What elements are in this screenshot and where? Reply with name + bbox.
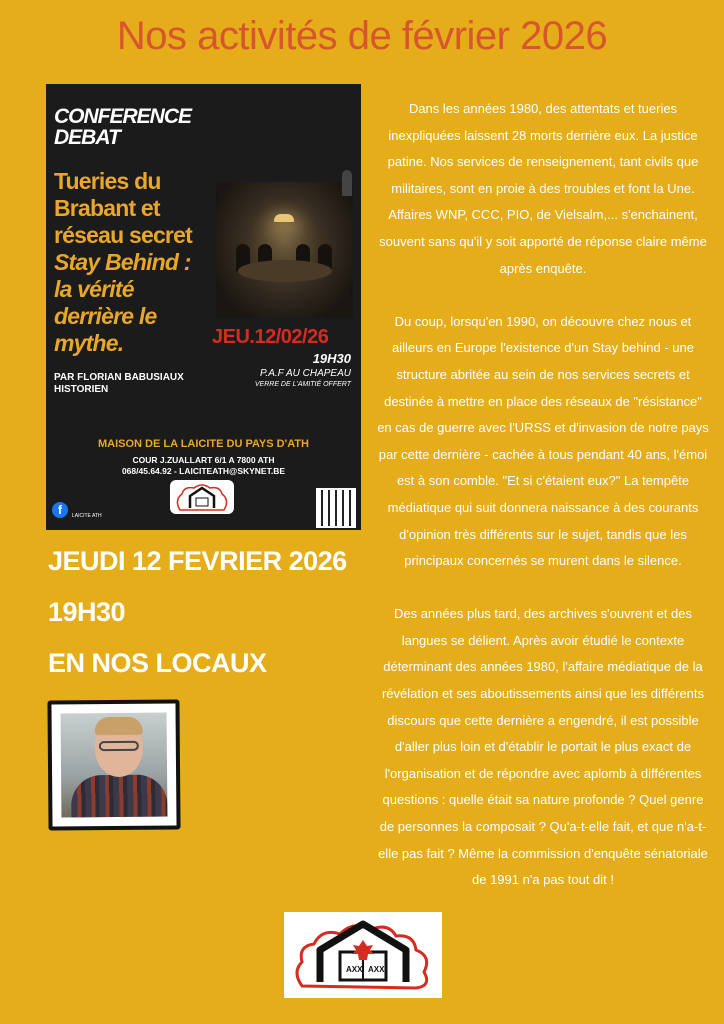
poster-verre: VERRE DE L'AMITIÉ OFFERT: [254, 381, 351, 388]
poster-address: COUR J.ZUALLART 6/1 A 7800 ATH 068/45.64.92 - LAICITEATH@SKYNET.BE: [121, 455, 286, 476]
poster-speaker: PAR FLORIAN BABUSIAUX HISTORIEN: [54, 372, 184, 395]
poster-date: JEU.12/02/26: [212, 326, 329, 348]
facebook-icon: f: [52, 502, 68, 518]
event-poster: [46, 84, 361, 530]
description-text: [376, 96, 710, 920]
poster-paf: P.A.F AU CHAPEAU: [260, 368, 351, 379]
organization-logo: [284, 912, 442, 998]
event-date: JEUDI 12 FEVRIER 2026: [48, 546, 347, 576]
poster-venue: MAISON DE LA LAICITE DU PAYS D'ATH: [97, 438, 309, 450]
poster-conference-label: CONFERENCE DEBAT: [54, 105, 192, 149]
poster-time: 19H30: [312, 351, 351, 366]
poster-logo: [170, 480, 234, 514]
svg-text:AXX: AXX: [368, 965, 385, 974]
poster-headline: Tueries du Brabant et réseau secret Stay Behind : la vérité derrière le mythe.: [54, 168, 192, 356]
svg-text:AXX: AXX: [346, 965, 363, 974]
facebook-label: LAICITE ATH: [72, 513, 102, 519]
qr-code-icon: [316, 488, 356, 528]
page-title: Nos activités de février 2026: [116, 14, 608, 58]
paragraph-3: Des années plus tard, des archives s'ouvrent et des langues se délient. Après avoir étudié le contexte déterminant des années 1980, l'affaire médiatique de la révélation et ses aboutissements ainsi que les différents discours que cette dernière a engendré, il est possible d'aller plus loin et d'établir le portait le plus exact de l'organisation et de répondre avec aplomb à différentes questions : quelle était sa nature profonde ? Quel genre de personnes la composait ? Qu'a-t-elle fait, et que n'a-t-elle pas fait ? Même la commission d'enquête sénatoriale de 1991 n'a pas tout dit !: [378, 606, 708, 888]
speaker-photo: [47, 699, 180, 830]
poster-photo: [216, 182, 353, 318]
paragraph-1: Dans les années 1980, des attentats et tueries inexpliquées laissent 28 morts derrière eux. La justice patine. Nos services de renseignement, tant civils que militaires, sont en proie à des troubles et font la Une. Affaires WNP, CCC, PIO, de Vielsalm,... s'enchainent, souvent sans qu'il y soit apporté de réponse claire même après enquête.: [379, 101, 707, 276]
poster-figure-icon: [342, 170, 352, 196]
event-time: 19H30: [48, 597, 126, 627]
paragraph-2: Du coup, lorsqu'en 1990, on découvre chez nous et ailleurs en Europe l'existence d'un Stay behind - une structure abritée au sein de nos services secrets et destinée à mettre en place des réseaux de "résistance" en cas de guerre avec l'URSS et d'invasion de notre pays par cette dernière - cachée à tous pendant 40 ans, l'émoi est à son comble. "Et si c'étaient eux?" La tempête médiatique qui suit donnera naissance à des courants d'opinion très différents sur le sujet, tandis que les principaux concernés se murent dans le silence.: [377, 313, 709, 569]
event-place: EN NOS LOCAUX: [48, 648, 267, 678]
